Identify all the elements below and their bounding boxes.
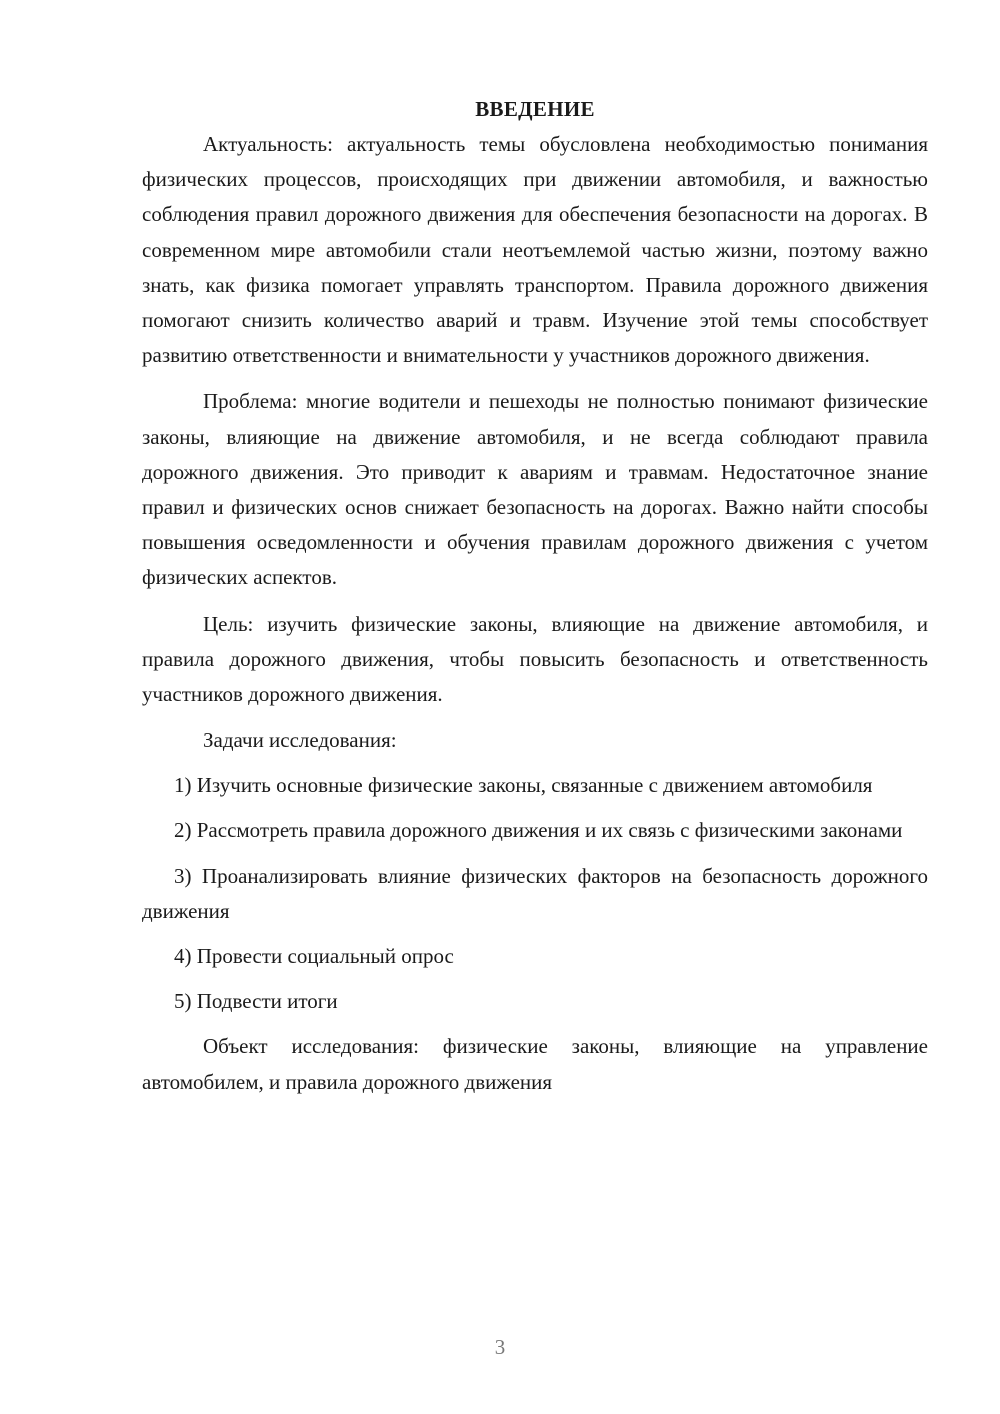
problem-paragraph: Проблема: многие водители и пешеходы не полностью понимают физические законы, влияющие на движение автомобиля, и не всегда соблюдают правила дорожного движения. Это приводит к авариям и травмам. Недостаточное знание правил и физических основ снижает безопасность на дорогах. Важно найти способы повышения осведомленности и обучения правилам дорожного движения с учетом физических аспектов. — [142, 389, 928, 590]
task-item-4: 4) Провести социальный опрос — [174, 944, 454, 969]
document-page — [142, 92, 928, 1111]
goal-paragraph: Цель: изучить физические законы, влияющие на движение автомобиля, и правила дорожного движения, чтобы повысить безопасность и ответственность участников дорожного движения. — [142, 611, 928, 707]
task-item-5: 5) Подвести итоги — [174, 989, 338, 1014]
relevance-paragraph: Актуальность: актуальность темы обусловлена необходимостью понимания физических процессов, происходящих при движении автомобиля, и важностью соблюдения правил дорожного движения для обеспечения безопасности на дорогах. В современном мире автомобили стали неотъемлемой частью жизни, поэтому важно знать, как физика помогает управлять транспортом. Правила дорожного движения помогают снизить количество аварий и травм. Изучение этой темы способствует развитию ответственности и внимательности у участников дорожного движения. — [142, 132, 928, 368]
tasks-heading: Задачи исследования: — [203, 728, 397, 753]
page-number: 3 — [494, 1335, 506, 1359]
task-item-3: 3) Проанализировать влияние физических факторов на безопасность дорожного движения — [142, 863, 928, 923]
task-item-1: 1) Изучить основные физические законы, связанные с движением автомобиля — [174, 773, 873, 798]
page-title: ВВЕДЕНИЕ — [475, 97, 595, 121]
task-item-2: 2) Рассмотреть правила дорожного движения и их связь с физическими законами — [174, 818, 903, 843]
object-paragraph: Объект исследования: физические законы, влияющие на управление автомобилем, и правила дорожного движения — [142, 1034, 928, 1094]
